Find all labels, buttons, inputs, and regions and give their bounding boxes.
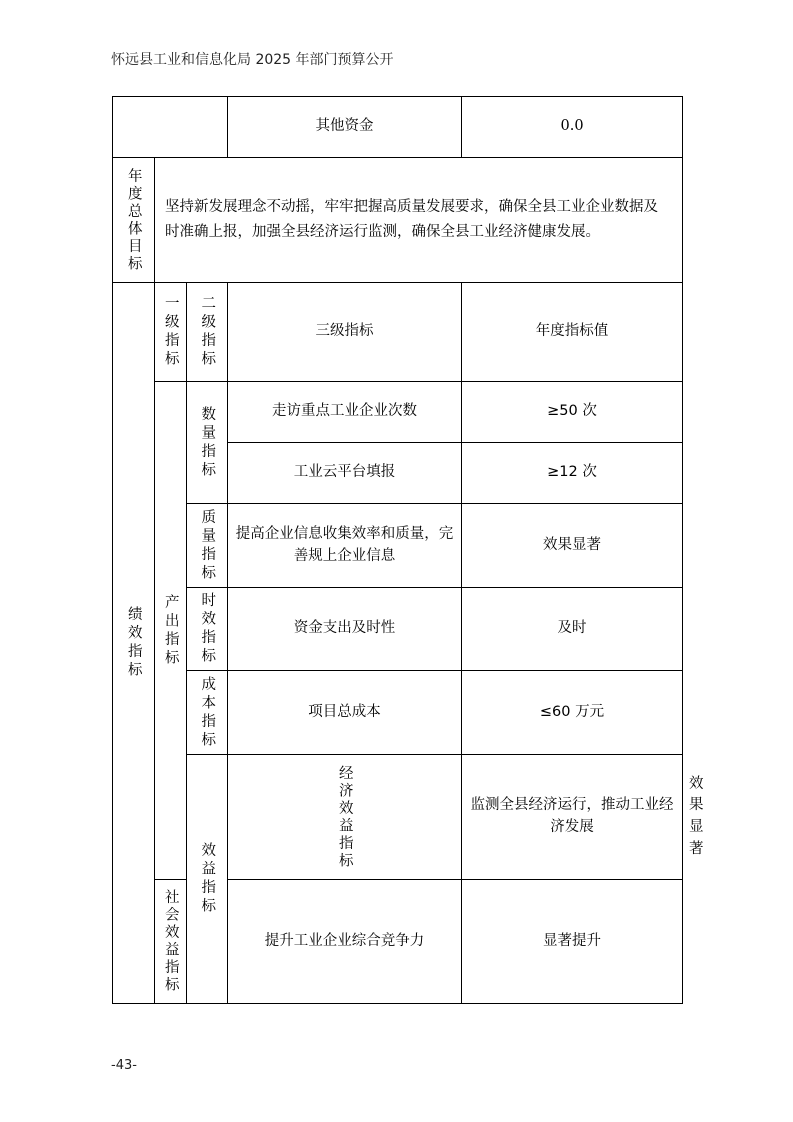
performance-label: 绩效指标 — [113, 283, 155, 1004]
indicator-value: 及时 — [462, 588, 683, 671]
indicator-name: 提升工业企业综合竞争力 — [228, 880, 462, 1004]
indicator-value: 效果显著 — [462, 504, 683, 588]
indicator-name: 走访重点工业企业次数 — [228, 382, 462, 443]
indicator-name: 工业云平台填报 — [228, 443, 462, 504]
table-row — [113, 671, 683, 755]
quality-indicator-label: 质量指标 — [187, 504, 228, 588]
indicator-value: ≥50 次 — [462, 382, 683, 443]
table-row — [113, 504, 683, 588]
annual-goal-text: 坚持新发展理念不动摇，牢牢把握高质量发展要求，确保全县工业企业数据及时准确上报，加强全县经济运行监测，确保全县工业经济健康发展。 — [155, 158, 683, 283]
funding-label: 其他资金 — [228, 97, 462, 158]
funding-row — [113, 97, 683, 158]
social-benefit-label: 社会效益指标 — [155, 880, 187, 1004]
header-value: 年度指标值 — [462, 283, 683, 382]
header-level1: 一级指标 — [155, 283, 187, 382]
funding-value: 0.0 — [462, 97, 683, 158]
indicator-value: ≤60 万元 — [462, 671, 683, 755]
cost-indicator-label: 成本指标 — [187, 671, 228, 755]
performance-table — [112, 96, 704, 1004]
output-indicator-label: 产出指标 — [155, 382, 187, 880]
table-row: 效益指标 经济效益指标 监测全县经济运行，推动工业经济发展 效果显著 — [113, 755, 683, 880]
table-row — [113, 588, 683, 671]
page-header: 怀远县工业和信息化局 2025 年部门预算公开 — [111, 52, 394, 68]
empty-cell — [113, 97, 228, 158]
indicator-name: 资金支出及时性 — [228, 588, 462, 671]
annual-goal-label: 年度总体目标 — [113, 158, 155, 283]
quantity-indicator-label: 数量指标 — [187, 382, 228, 504]
indicator-name: 监测全县经济运行，推动工业经济发展 — [462, 755, 683, 880]
economic-benefit-label: 经济效益指标 — [228, 755, 462, 880]
header-level3: 三级指标 — [228, 283, 462, 382]
indicator-header-row — [113, 283, 683, 382]
indicator-name: 提高企业信息收集效率和质量，完善规上企业信息 — [228, 504, 462, 588]
indicator-name: 项目总成本 — [228, 671, 462, 755]
indicator-value: ≥12 次 — [462, 443, 683, 504]
benefit-indicator-label: 效益指标 — [187, 755, 228, 1004]
header-level2: 二级指标 — [187, 283, 228, 382]
timeliness-indicator-label: 时效指标 — [187, 588, 228, 671]
page-number: -43- — [111, 1058, 137, 1073]
table-row — [113, 382, 683, 443]
annual-goal-row — [113, 158, 683, 283]
indicator-value: 显著提升 — [462, 880, 683, 1004]
